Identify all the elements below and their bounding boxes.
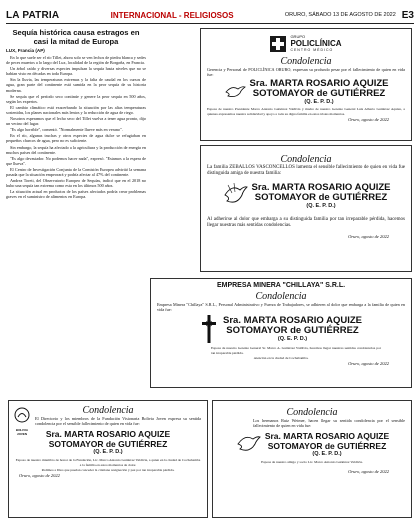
- deceased-name-line2: SOTOMAYOR de GUTIÉRREZ: [267, 441, 387, 451]
- qepd: (Q. E. P. D.): [312, 451, 342, 457]
- issue-date: ORURO, SÁBADO 13 DE AGOSTO DE 2022: [284, 12, 396, 18]
- paragraph: En el río, algunas truchas y otros especies de agua dulce se refugiaban en pequeños charcos de agua, pero no es suficiente.: [6, 133, 146, 144]
- page-header: [6, 8, 414, 22]
- card-signature: Oruro, agosto de 2022: [19, 473, 60, 478]
- logo-subtitle: GRUPO: [290, 34, 306, 39]
- paragraph: El Centro de Investigación Conjunta de la Comisión Europea advirtió la semana pasada que la situación empeorará y podría afectar al 47% del continente.: [6, 166, 146, 177]
- qepd: (Q. E. P. D.): [93, 449, 123, 455]
- deceased-name-line2: SOTOMAYOR de GUTIÉRREZ: [48, 439, 168, 449]
- qepd: (Q. E. P. D.): [306, 203, 336, 209]
- card-intro: El Directorio y los miembros de la Fundación Visionaria Bolivia Joven expresa su sentida condolencia por el sensible fallecimiento de quien en vida fue:: [35, 416, 201, 426]
- cross-icon: [200, 314, 218, 344]
- foundation-emblem-icon: [14, 407, 30, 423]
- dove-icon: [235, 431, 261, 457]
- condolence-card-chillaya: [150, 278, 412, 388]
- paragraph: "Es algo devastador. No podemos hacer nada", expresó. "Estamos a la espera de que llueva".: [6, 155, 146, 166]
- card-body: Esposa de nuestro Gerente General Sr. Marco A. Gutiérrez Valdivia, hacemos llegar nuestras sentidas condolencias por tan irreparable pérdida.: [211, 346, 381, 355]
- section-title: INTERNACIONAL - RELIGIOSOS: [110, 10, 234, 20]
- card-signature: Oruro, agosto de 2022: [348, 469, 389, 474]
- card-body-extra: Pedimos a Dios que puedan conceder la cristiana resignación y paz por tan irreparable pérdida.: [41, 468, 175, 472]
- deceased-name-line2: SOTOMAYOR de GUTIÉRREZ: [254, 192, 388, 203]
- card-intro: Empresa Minera "Chillaya" S.R.L., Personal Administrativo y Fuerza de Trabajadores, se adhieren al dolor que embarga a la familia de quien en vida fue:: [157, 302, 405, 312]
- foundation-label: BOLIVIA JOVEN: [15, 428, 29, 436]
- dove-icon: [222, 181, 248, 211]
- newspaper-logo: LA PATRIA: [6, 9, 60, 21]
- card-title: Condolencia: [280, 56, 332, 67]
- dove-icon: [224, 83, 246, 101]
- card-title: Condolencia: [280, 154, 332, 165]
- page-number: E3: [401, 9, 414, 21]
- qepd: (Q. E. P. D.): [277, 336, 308, 342]
- article-body: [6, 55, 146, 199]
- company-name: EMPRESA MINERA "CHILLAYA" S.R.L.: [216, 282, 346, 289]
- card-intro: Gerencia y Personal de POLICLÍNICA ORURO, expresan su profundo pesar por el fallecimiento de quien en vida fue:: [207, 67, 405, 77]
- paragraph: Un árbol caído y diversas especies impulsan la sequía hasta niveles que no se habían visto en décadas en toda Europa.: [6, 66, 146, 77]
- condolence-card-zeballos: [200, 145, 412, 272]
- card-signature: Oruro, agosto de 2022: [348, 361, 389, 366]
- paragraph: "Es algo horrible", comentó. "Normalmente llueve más en verano".: [10, 127, 123, 133]
- card-intro: Los hermanos Ruiz Weimer, hacen llegar su sentida condolencia por el sensible fallecimiento de quien en vida fue:: [253, 418, 405, 428]
- deceased-name-line1: Sra. MARTA ROSARIO AQUIZE: [45, 429, 171, 439]
- medical-cross-icon: [270, 36, 286, 52]
- card-title: Condolencia: [286, 407, 338, 418]
- condolence-card-policlinica: [200, 28, 412, 141]
- policlinica-logo: [201, 33, 411, 54]
- card-signature: Oruro, agosto de 2022: [348, 234, 389, 239]
- paragraph: En lo que suele ser el río Tillet, ahora solo se ven lechos de piedra blanca y sedes de peces muertos a lo largo del Lux, localidad de la región de Borgoña, en Francia.: [6, 55, 146, 66]
- card-title: Condolencia: [255, 291, 307, 302]
- card-body-extra: Atención en la ciudad de Cochabamba.: [253, 356, 309, 360]
- deceased-name-line1: Sra. MARTA ROSARIO AQUIZE: [251, 182, 391, 193]
- card-title: Condolencia: [82, 405, 134, 416]
- paragraph: Andrea Toreti, del Observatorio Europeo de Sequías, indicó que en el 2018 no hubo una sequía tan extrema como esta en los últimos 500 años.: [6, 178, 146, 189]
- deceased-name-line1: Sra. MARTA ROSARIO AQUIZE: [249, 78, 389, 89]
- paragraph: Nosotros esperamos que el lecho seco del Tillet vuelva a tener agua pronto, dijo un vecino del lugar.: [6, 116, 146, 127]
- paragraph: El cambio climático está exacerbando la situación por las altas temperaturas sostenidas, los planes nacionales más lentos y la reducción de agua de riego.: [6, 104, 146, 115]
- deceased-name-line1: Sra. MARTA ROSARIO AQUIZE: [264, 431, 390, 441]
- card-intro: La familia ZEBALLOS VASCONCELLOS lamenta el sensible fallecimiento de quien en vida fue distinguida amiga de nuestra familia:: [207, 165, 405, 176]
- card-body: Esposa de nuestro amigo y socio Lic. Marco Antonio Gutiérrez Valdivia.: [261, 460, 363, 464]
- card-body: Esposo de nuestro miembro de honor de la Fundación, Lic. Marco Antonio Gutiérrez Valdivia, a quien en la ciudad de Cochabamba a la familia en estos momentos de dolor.: [15, 458, 201, 467]
- condolence-card-ruiz-weimer: [212, 400, 412, 518]
- article-byline: LUX, Francia (AP): [6, 48, 45, 53]
- card-signature: Oruro, agosto de 2022: [348, 117, 389, 122]
- article: [6, 28, 146, 275]
- paragraph: Se sequía que el período seco continúe y genere la peor sequía en 500 años, según los expertos.: [6, 93, 146, 104]
- foundation-logo: [12, 407, 32, 436]
- paragraph: La situación actual en productos de los países afectados podría crear problemas graves en el suministro de alimentos en Europa.: [6, 189, 146, 200]
- deceased-name-line2: SOTOMAYOR de GUTIÉRREZ: [252, 88, 386, 99]
- header-rule: [6, 23, 414, 24]
- card-body: Al adherirse al dolor que embarga a su distinguida familia por tan irreparable pérdida, hacemos llegar nuestras más sentidas condolencias.: [207, 217, 405, 228]
- logo-name: POLICLÍNICA: [290, 39, 342, 48]
- card-body: Esposa de nuestro Presidente Marco Antonio Gutiérrez Valdivia y madre de nuestro Gerente General Luis Alberto Gutiérrez Aquize, a quienes expresamos nuestra solidaridad y apoyo a toda su digna familia en estos tristes momentos.: [207, 107, 405, 116]
- logo-tagline: CENTRO MÉDICO: [290, 48, 334, 52]
- deceased-name-line1: Sra. MARTA ROSARIO AQUIZE: [223, 315, 362, 326]
- paragraph: Sin embargo, la sequía ha afectado a la agricultura y la producción de energía en muchos países del continente.: [6, 144, 146, 155]
- article-title: Sequía histórica causa estragos en casi la mitad de Europa: [12, 28, 140, 46]
- qepd: (Q. E. P. D.): [304, 99, 334, 105]
- condolence-card-bolivia-joven: [8, 400, 208, 518]
- deceased-name-line2: SOTOMAYOR de GUTIÉRREZ: [226, 325, 359, 336]
- paragraph: Sin la lluvia, las temperaturas extremas y la falta de caudal en los cursos de agua, gran parte del continente está sumida en la peor sequía de su historia moderna.: [6, 77, 146, 93]
